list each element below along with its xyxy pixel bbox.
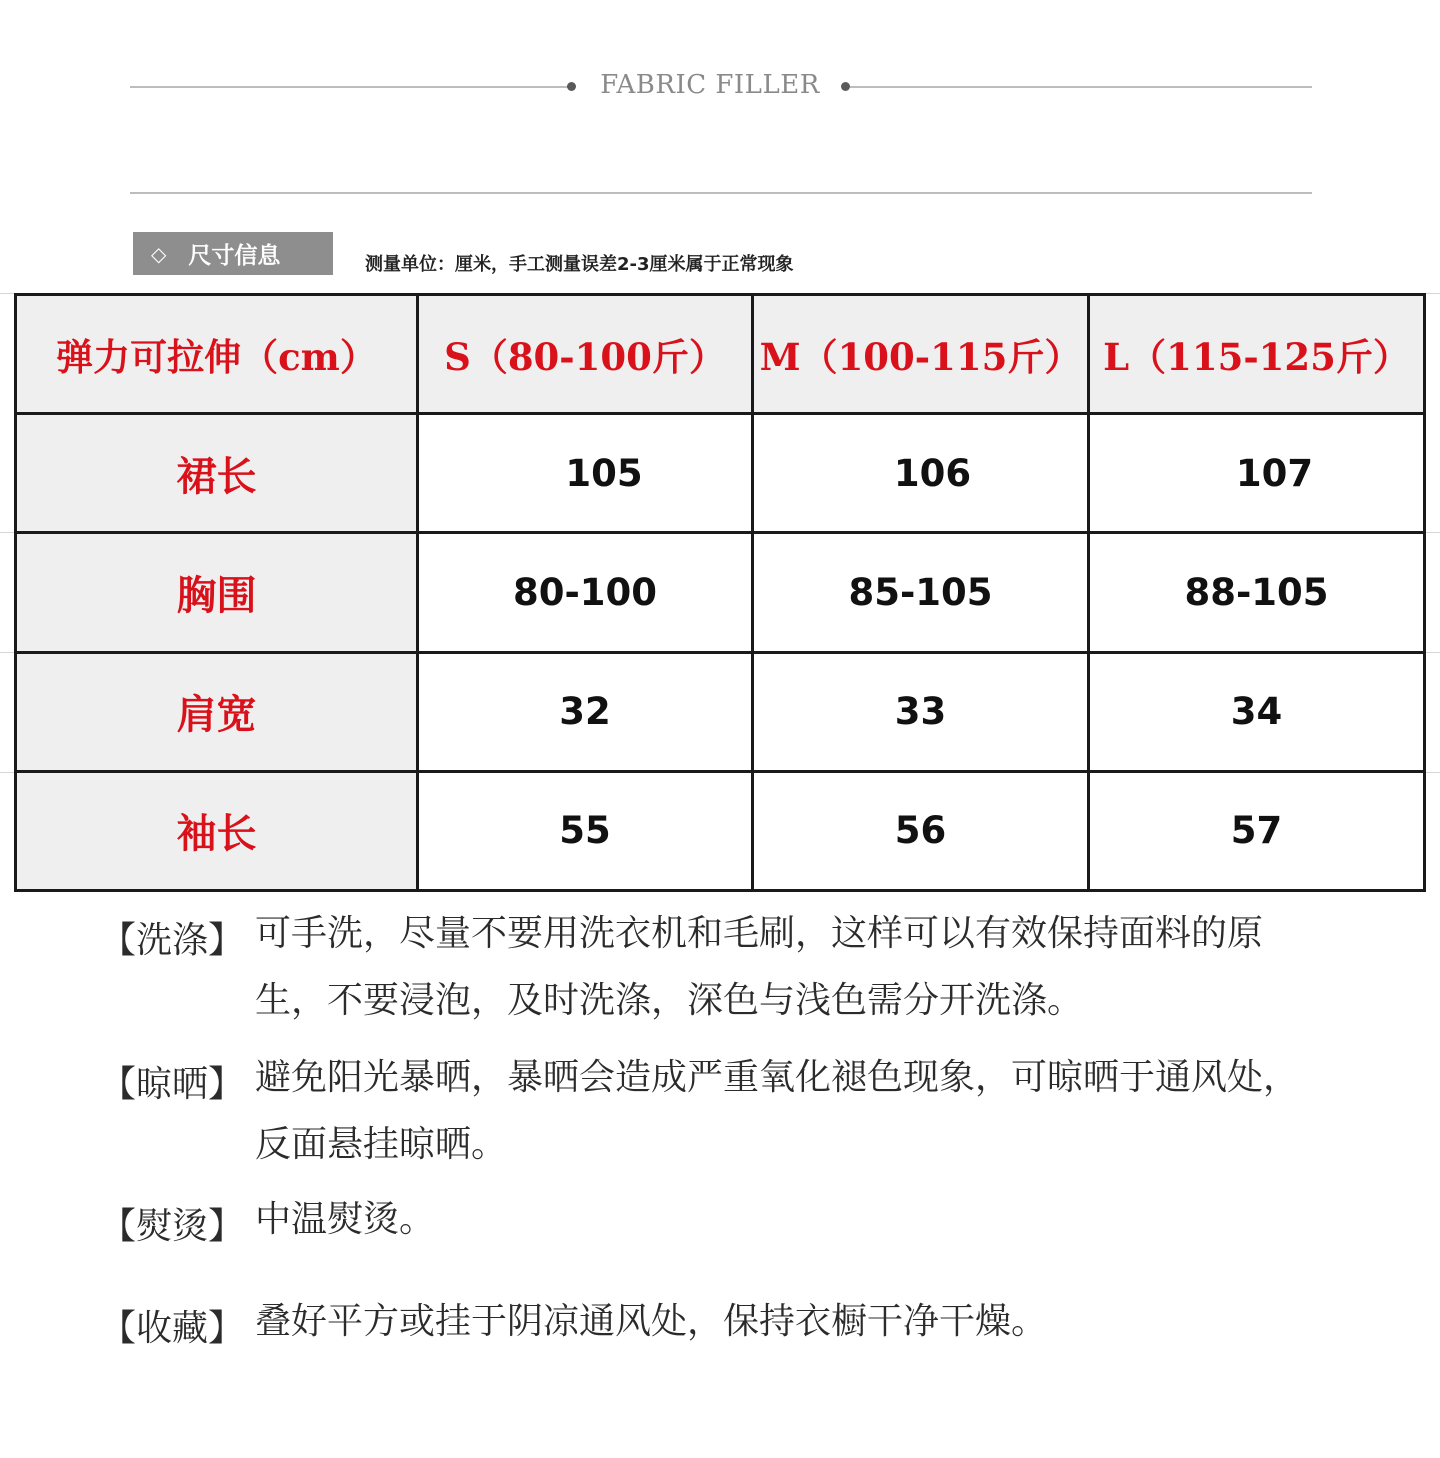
care-label-ironing: 【熨烫】	[100, 1206, 245, 1247]
column-header-size-s: S（80-100斤）	[418, 295, 753, 414]
row-label-shoulder-width: 肩宽	[16, 652, 418, 771]
size-info-badge	[133, 232, 333, 275]
care-label-drying: 【晾晒】	[100, 1064, 245, 1105]
care-label-storage: 【收藏】	[100, 1308, 245, 1349]
table-cell: 85-105	[753, 533, 1089, 652]
care-text-storage: 叠好平方或挂于阴凉通风处，保持衣橱干净干燥。	[255, 1301, 1048, 1342]
table-cell: 57	[1089, 771, 1425, 890]
row-label-bust: 胸围	[16, 533, 418, 652]
table-cell: 56	[753, 771, 1089, 890]
table-row	[16, 652, 1425, 771]
side-tick	[1426, 532, 1440, 533]
row-label-skirt-length: 裙长	[16, 414, 418, 533]
side-tick	[1426, 772, 1440, 773]
header-title: FABRIC FILLER	[600, 70, 820, 100]
table-cell: 33	[753, 652, 1089, 771]
side-tick	[0, 293, 14, 294]
care-text-ironing: 中温熨烫。	[255, 1199, 436, 1240]
side-tick	[1426, 652, 1440, 653]
side-tick	[1426, 293, 1440, 294]
table-header-row	[16, 295, 1425, 414]
table-row	[16, 771, 1425, 890]
table-cell: 55	[418, 771, 753, 890]
care-label-washing: 【洗涤】	[100, 920, 245, 961]
size-info-label: 尺寸信息	[188, 243, 281, 269]
table-cell: 88-105	[1089, 533, 1425, 652]
header-dot-right	[841, 82, 850, 91]
column-header-stretch: 弹力可拉伸（cm）	[16, 295, 418, 414]
size-table	[14, 293, 1426, 892]
table-cell: 105	[418, 414, 753, 533]
table-row	[16, 414, 1425, 533]
side-tick	[0, 772, 14, 773]
table-row	[16, 533, 1425, 652]
side-tick	[0, 652, 14, 653]
table-cell: 107	[1089, 414, 1425, 533]
table-cell: 80-100	[418, 533, 753, 652]
header-divider-right	[850, 86, 1312, 88]
column-header-size-l: L（115-125斤）	[1089, 295, 1425, 414]
column-header-size-m: M（100-115斤）	[753, 295, 1089, 414]
diamond-outline-icon: ◇	[151, 241, 167, 266]
care-text-washing: 可手洗，尽量不要用洗衣机和毛刷，这样可以有效保持面料的原生，不要浸泡，及时洗涤，深色与浅色需分开洗涤。	[255, 913, 1264, 1021]
table-cell: 106	[753, 414, 1089, 533]
care-text-drying: 避免阳光暴晒，暴晒会造成严重氧化褪色现象，可晾晒于通风处，反面悬挂晾晒。	[255, 1057, 1300, 1165]
table-cell: 32	[418, 652, 753, 771]
table-cell: 34	[1089, 652, 1425, 771]
measurement-note: 测量单位：厘米，手工测量误差2-3厘米属于正常现象	[365, 254, 794, 275]
row-label-sleeve-length: 袖长	[16, 771, 418, 890]
section-divider	[130, 192, 1312, 194]
header-divider-left	[130, 86, 568, 88]
side-tick	[0, 532, 14, 533]
